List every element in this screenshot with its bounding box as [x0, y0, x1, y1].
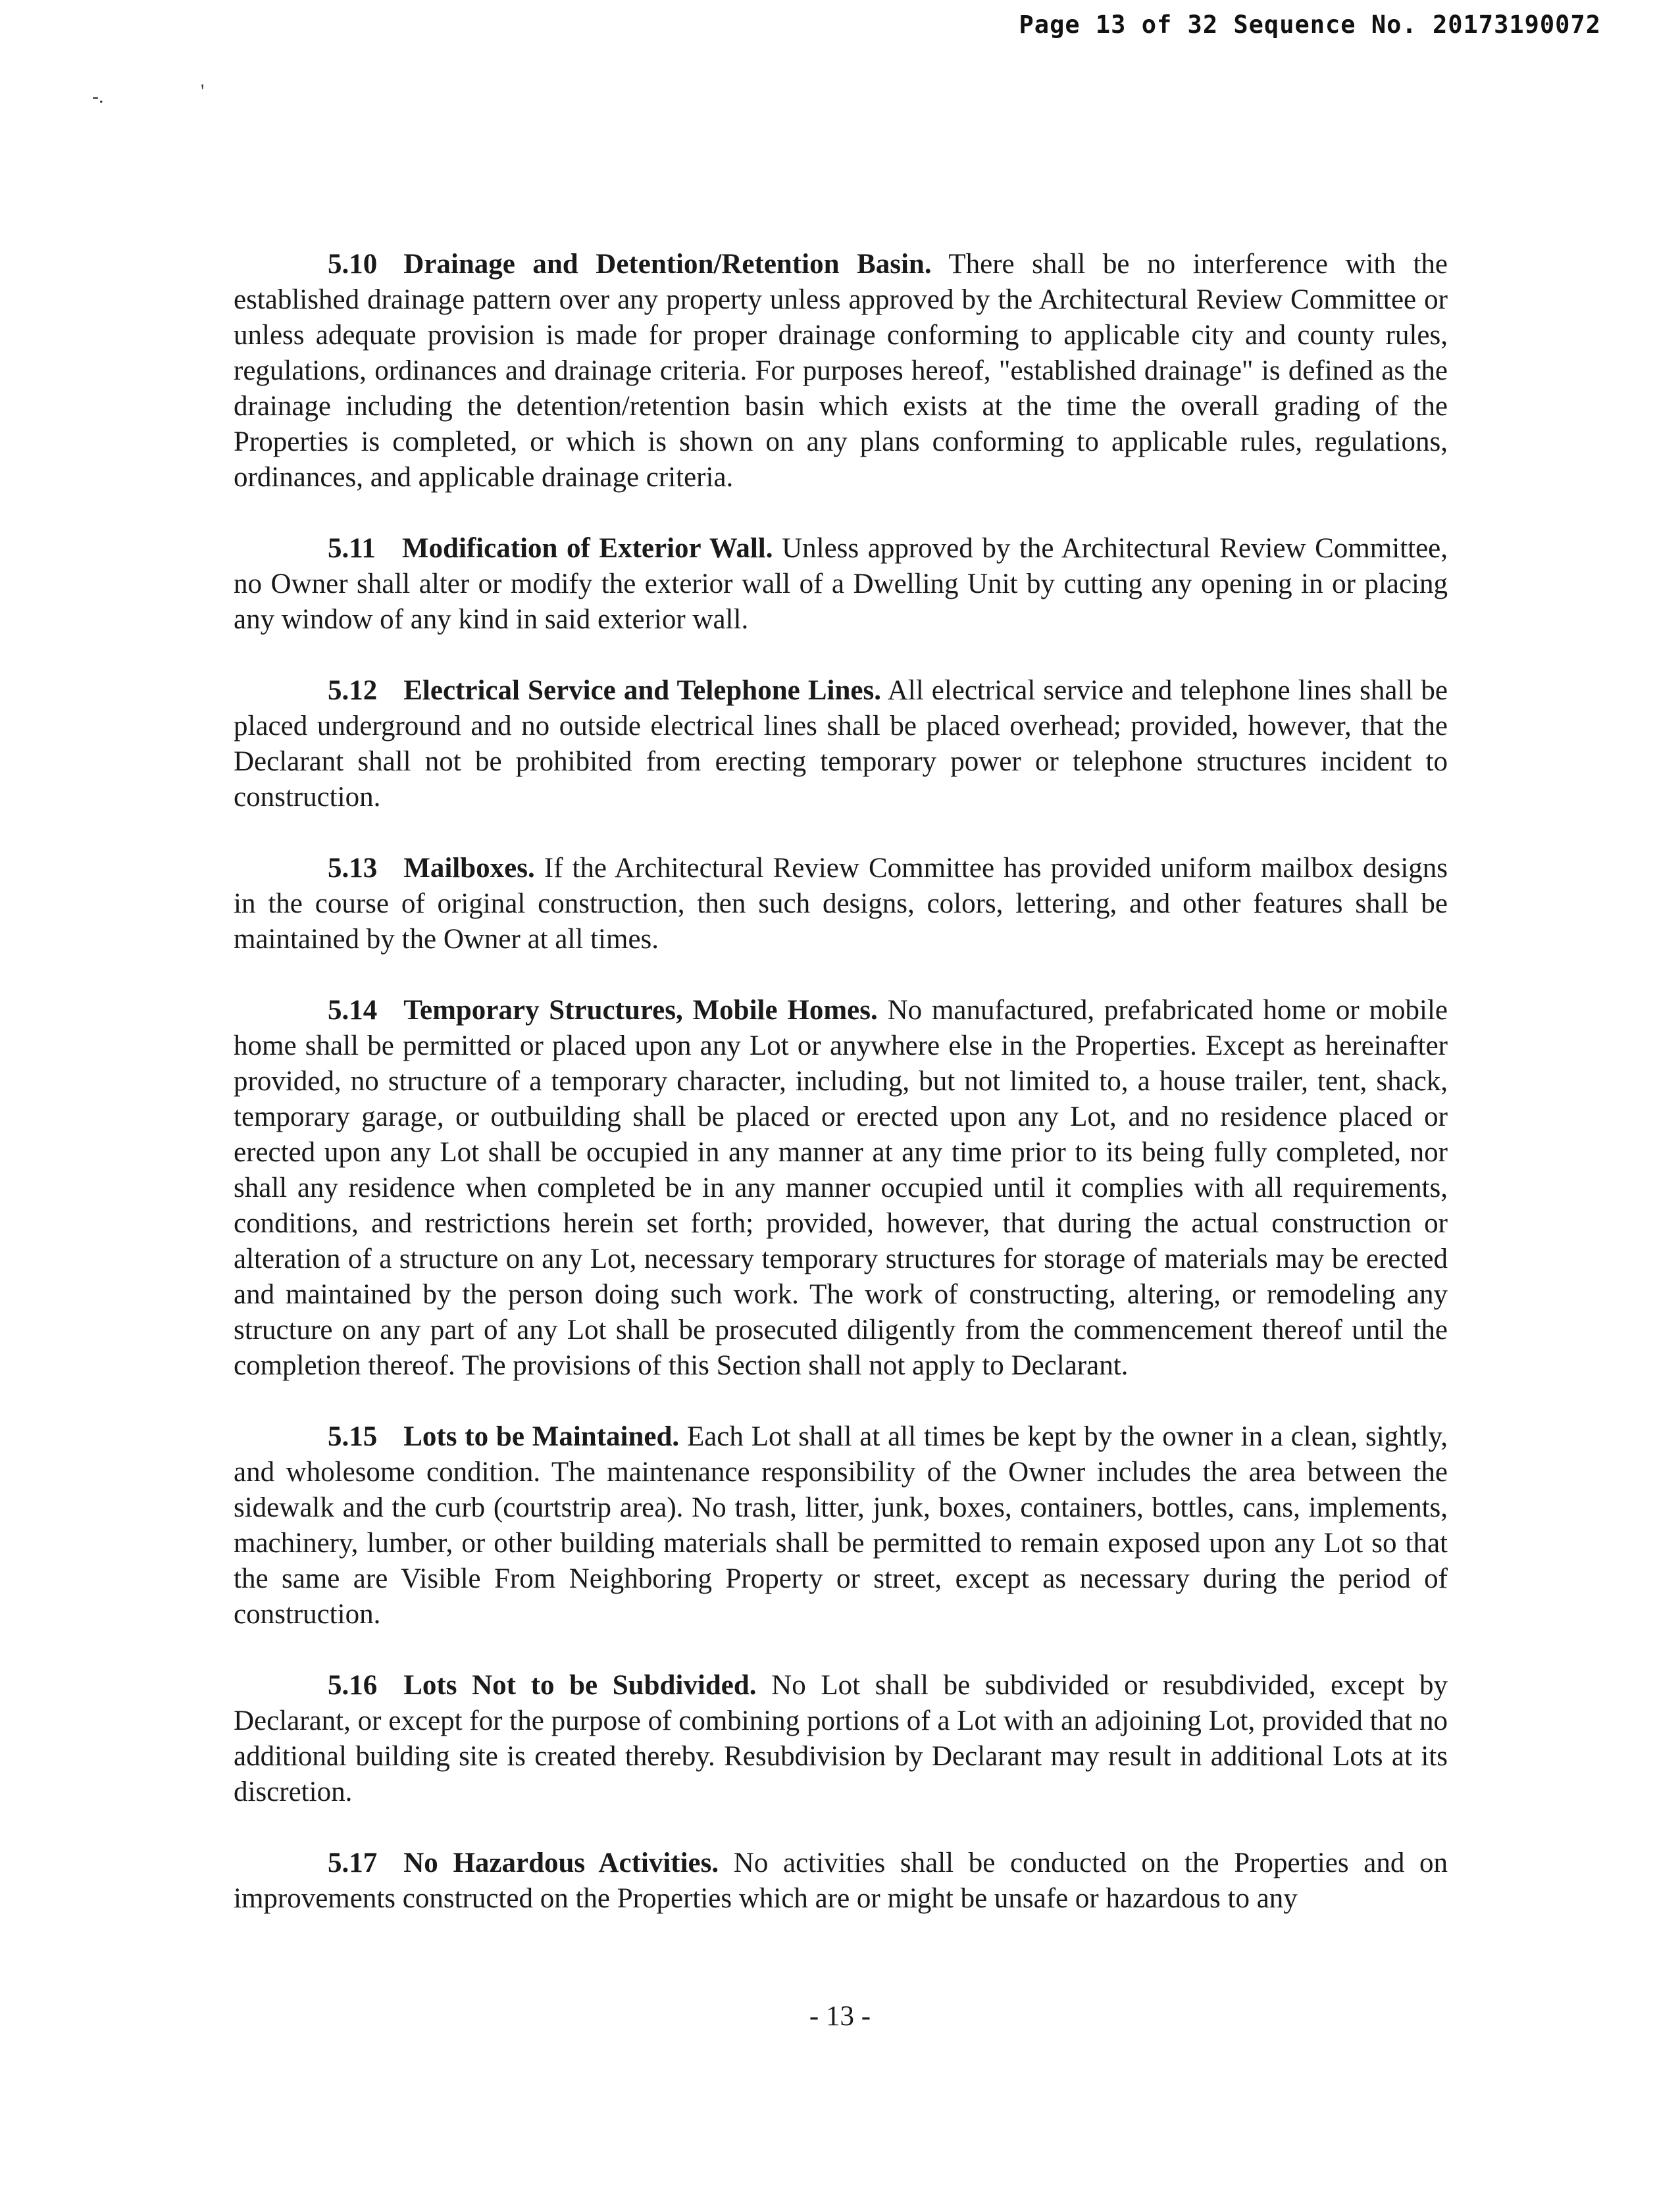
page-sequence-header: Page 13 of 32 Sequence No. 20173190072	[1019, 11, 1601, 39]
section-number: 5.10	[328, 249, 378, 280]
section-title: No Hazardous Activities.	[403, 1848, 719, 1878]
section-5-12	[234, 673, 1448, 815]
section-title: Lots Not to be Subdivided.	[403, 1670, 757, 1701]
section-5-11	[234, 531, 1448, 638]
section-5-17	[234, 1846, 1448, 1917]
section-title: Lots to be Maintained.	[403, 1421, 680, 1452]
section-number: 5.17	[328, 1848, 378, 1878]
section-number: 5.15	[328, 1421, 378, 1452]
section-text: There shall be no interference with the established drainage pattern over any property unless approved by the Architectural Review Committee or unless adequate provision is made for proper drainage conforming to applicable city and county rules, regulations, ordinances and drainage criteria. For purposes hereof, "established drainage" is defined as the drainage including the detention/retention basin which exists at the time the overall grading of the Properties is completed, or which is shown on any plans conforming to applicable rules, regulations, ordinances, and applicable drainage criteria.	[234, 249, 1448, 493]
document-body	[234, 247, 1448, 1952]
section-title: Electrical Service and Telephone Lines.	[403, 675, 881, 706]
section-text: No activities shall be conducted on the Properties and on improvements constructed on the Properties which are or might be unsafe or hazardous to any	[234, 1848, 1448, 1914]
section-number: 5.12	[328, 675, 378, 706]
section-5-16	[234, 1668, 1448, 1810]
section-title: Drainage and Detention/Retention Basin.	[403, 249, 932, 280]
scan-speck-right: '	[201, 80, 205, 102]
section-text: Unless approved by the Architectural Review Committee, no Owner shall alter or modify the exterior wall of a Dwelling Unit by cutting any opening in or placing any window of any kind in said exterior wall.	[234, 533, 1448, 635]
section-number: 5.13	[328, 853, 378, 884]
section-text: No Lot shall be subdivided or resubdivided, except by Declarant, or except for the purpose of combining portions of a Lot with an adjoining Lot, provided that no additional building site is created thereby. Resubdivision by Declarant may result in additional Lots at its discretion.	[234, 1670, 1448, 1807]
section-title: Mailboxes.	[403, 853, 535, 884]
section-text: No manufactured, prefabricated home or mobile home shall be permitted or placed upon any Lot or anywhere else in the Properties. Except as hereinafter provided, no structure of a temporary character, including, but not limited to, a house trailer, tent, shack, temporary garage, or outbuilding shall be placed or erected upon any Lot, and no residence placed or erected upon any Lot shall be occupied in any manner at any time prior to its being fully completed, nor shall any residence when completed be in any manner occupied until it complies with all requirements, conditions, and restrictions herein set forth; provided, however, that during the actual construction or alteration of a structure on any Lot, necessary temporary structures for storage of materials may be erected and maintained by the person doing such work. The work of constructing, altering, or remodeling any structure on any part of any Lot shall be prosecuted diligently from the commencement thereof until the completion thereof. The provisions of this Section shall not apply to Declarant.	[234, 995, 1448, 1381]
section-number: 5.16	[328, 1670, 378, 1701]
section-5-10	[234, 247, 1448, 495]
section-number: 5.11	[328, 533, 376, 564]
section-title: Modification of Exterior Wall.	[401, 533, 773, 564]
section-number: 5.14	[328, 995, 378, 1026]
section-5-14	[234, 993, 1448, 1384]
scan-speck-left: -.	[92, 86, 104, 107]
section-text: All electrical service and telephone lines shall be placed underground and no outside electrical lines shall be placed overhead; provided, however, that the Declarant shall not be prohibited from erecting temporary power or telephone structures incident to construction.	[234, 675, 1448, 813]
page-number-footer: - 13 -	[809, 2001, 871, 2032]
section-text: Each Lot shall at all times be kept by the owner in a clean, sightly, and wholesome condition. The maintenance responsibility of the Owner includes the area between the sidewalk and the curb (courtstrip area). No trash, litter, junk, boxes, containers, bottles, cans, implements, machinery, lumber, or other building materials shall be permitted to remain exposed upon any Lot so that the same are Visible From Neighboring Property or street, except as necessary during the period of construction.	[234, 1421, 1448, 1630]
section-5-15	[234, 1419, 1448, 1632]
section-title: Temporary Structures, Mobile Homes.	[403, 995, 878, 1026]
section-text: If the Architectural Review Committee has provided uniform mailbox designs in the course of original construction, then such designs, colors, lettering, and other features shall be maintained by the Owner at all times.	[234, 853, 1448, 955]
section-5-13	[234, 851, 1448, 957]
